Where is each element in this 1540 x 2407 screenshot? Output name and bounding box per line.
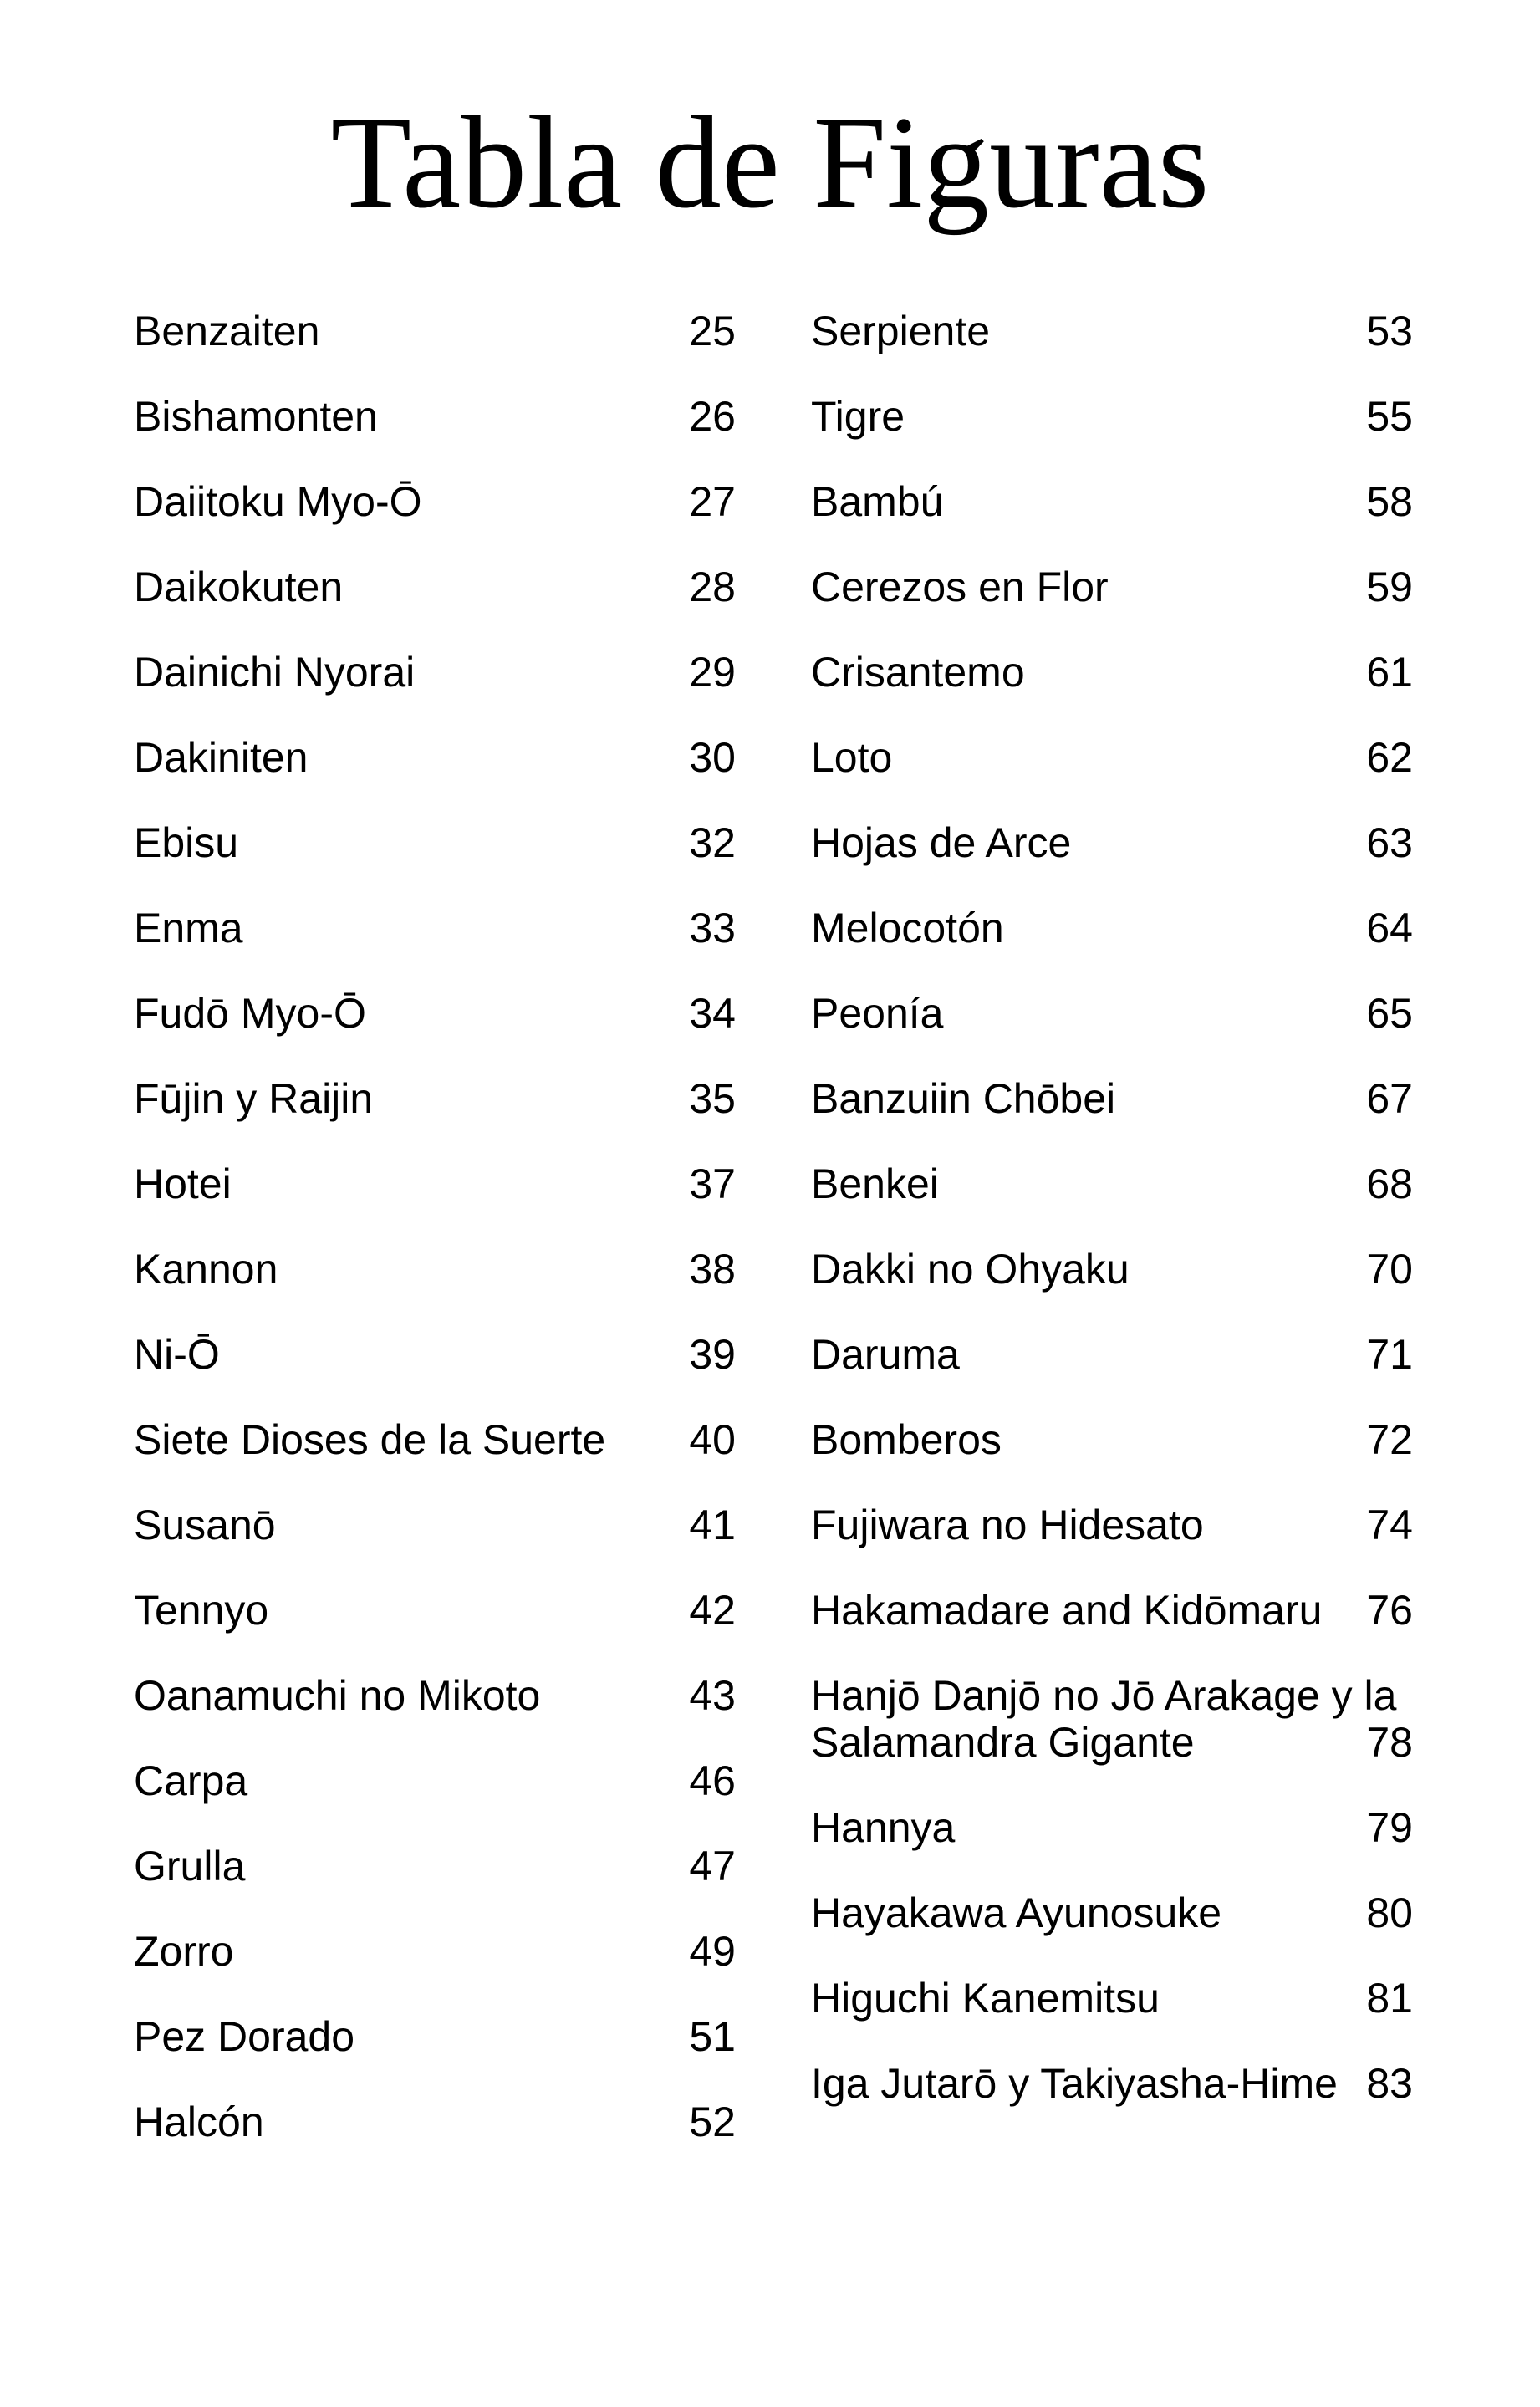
- toc-entry-label: Hojas de Arce: [811, 819, 1072, 866]
- page-title: Tabla de Figuras: [330, 89, 1210, 236]
- toc-entry: [811, 2060, 1413, 2107]
- toc-entry-label: Ebisu: [134, 819, 239, 866]
- toc-entry: [134, 734, 736, 781]
- toc-entry: [134, 1928, 736, 1975]
- toc-entry-page-number: 26: [689, 393, 736, 440]
- toc-entry-label: Ni-Ō: [134, 1331, 220, 1378]
- toc-entry: [134, 2098, 736, 2145]
- table-of-figures: [0, 308, 1540, 2184]
- toc-entry-page-number: 40: [689, 1416, 736, 1463]
- toc-entry-label: Tigre: [811, 393, 905, 440]
- toc-entry-label: Serpiente: [811, 308, 991, 354]
- toc-entry-label: Daruma: [811, 1331, 960, 1378]
- toc-entry: [811, 564, 1413, 610]
- toc-entry-label: Hakamadare and Kidōmaru: [811, 1587, 1323, 1634]
- toc-entry-page-number: 83: [1366, 2060, 1413, 2107]
- toc-entry-page-number: 35: [689, 1075, 736, 1122]
- toc-entry-page-number: 34: [689, 990, 736, 1037]
- toc-entry-page-number: 81: [1366, 1975, 1413, 2022]
- toc-entry: [811, 990, 1413, 1037]
- toc-entry: [811, 1331, 1413, 1378]
- toc-entry-label: Hayakawa Ayunosuke: [811, 1889, 1222, 1936]
- toc-entry-page-number: 67: [1366, 1075, 1413, 1122]
- toc-entry-page-number: 42: [689, 1587, 736, 1634]
- toc-entry-page-number: 37: [689, 1160, 736, 1207]
- toc-entry: [811, 734, 1413, 781]
- toc-entry-label: Pez Dorado: [134, 2013, 355, 2060]
- toc-entry-label: Grulla: [134, 1843, 246, 1889]
- toc-entry: [811, 649, 1413, 696]
- toc-column-left: [134, 308, 736, 2184]
- document-page: [0, 89, 1540, 2184]
- toc-entry: [134, 1416, 736, 1463]
- toc-entry-label: Benzaiten: [134, 308, 320, 354]
- toc-entry: [811, 819, 1413, 866]
- toc-entry-page-number: 43: [689, 1672, 736, 1719]
- toc-entry-page-number: 61: [1366, 649, 1413, 696]
- toc-entry-page-number: 79: [1366, 1804, 1413, 1851]
- toc-entry-label: Tennyo: [134, 1587, 269, 1634]
- toc-entry-label: Banzuiin Chōbei: [811, 1075, 1116, 1122]
- toc-entry-page-number: 28: [689, 564, 736, 610]
- toc-entry-label: Siete Dioses de la Suerte: [134, 1416, 606, 1463]
- toc-entry-label: Hotei: [134, 1160, 232, 1207]
- toc-entry-label: Bomberos: [811, 1416, 1002, 1463]
- toc-entry: [811, 1889, 1413, 1936]
- toc-entry-page-number: 68: [1366, 1160, 1413, 1207]
- toc-entry-label: Dakki no Ohyaku: [811, 1246, 1130, 1293]
- toc-entry: [134, 1843, 736, 1889]
- toc-entry-page-number: 76: [1366, 1587, 1413, 1634]
- toc-entry-label: Susanō: [134, 1502, 276, 1548]
- toc-entry-page-number: 47: [689, 1843, 736, 1889]
- toc-entry-page-number: 52: [689, 2098, 736, 2145]
- toc-entry-label: Benkei: [811, 1160, 939, 1207]
- toc-entry-page-number: 71: [1366, 1331, 1413, 1378]
- toc-entry-label: Zorro: [134, 1928, 234, 1975]
- toc-entry-label: Carpa: [134, 1757, 248, 1804]
- toc-entry-page-number: 51: [689, 2013, 736, 2060]
- toc-entry: [134, 905, 736, 951]
- toc-entry-page-number: 32: [689, 819, 736, 866]
- toc-entry: [811, 393, 1413, 440]
- toc-entry-page-number: 64: [1366, 905, 1413, 951]
- toc-entry-page-number: 25: [689, 308, 736, 354]
- toc-entry: [811, 1502, 1413, 1548]
- toc-entry-label: Kannon: [134, 1246, 278, 1293]
- toc-entry-page-number: 39: [689, 1331, 736, 1378]
- toc-entry: [134, 649, 736, 696]
- toc-entry: [134, 1160, 736, 1207]
- toc-entry-page-number: 30: [689, 734, 736, 781]
- toc-column-right: [811, 308, 1413, 2184]
- toc-entry-label: Crisantemo: [811, 649, 1025, 696]
- toc-entry-page-number: 58: [1366, 478, 1413, 525]
- toc-entry-label: Loto: [811, 734, 893, 781]
- toc-entry-label: Dainichi Nyorai: [134, 649, 416, 696]
- toc-entry: [134, 564, 736, 610]
- toc-entry-page-number: 38: [689, 1246, 736, 1293]
- toc-entry: [811, 1672, 1413, 1766]
- toc-entry-page-number: 41: [689, 1502, 736, 1548]
- toc-entry-label: Halcón: [134, 2098, 264, 2145]
- toc-entry: [134, 819, 736, 866]
- toc-entry-page-number: 72: [1366, 1416, 1413, 1463]
- toc-entry: [134, 1246, 736, 1293]
- toc-entry-page-number: 46: [689, 1757, 736, 1804]
- toc-entry-page-number: 33: [689, 905, 736, 951]
- toc-entry-page-number: 27: [689, 478, 736, 525]
- toc-entry: [134, 308, 736, 354]
- toc-entry-page-number: 74: [1366, 1502, 1413, 1548]
- toc-entry-page-number: 53: [1366, 308, 1413, 354]
- toc-entry: [134, 1075, 736, 1122]
- toc-entry-label: Fūjin y Raijin: [134, 1075, 374, 1122]
- toc-entry-label: Iga Jutarō y Takiyasha-Hime: [811, 2060, 1338, 2107]
- toc-entry-label: Melocotón: [811, 905, 1004, 951]
- toc-entry: [811, 1160, 1413, 1207]
- toc-entry: [811, 1804, 1413, 1851]
- toc-entry-label: Peonía: [811, 990, 944, 1037]
- toc-entry-label: Enma: [134, 905, 243, 951]
- toc-entry-label: Cerezos en Flor: [811, 564, 1109, 610]
- toc-entry-page-number: 65: [1366, 990, 1413, 1037]
- toc-entry-label: Fudō Myo-Ō: [134, 990, 366, 1037]
- toc-entry: [811, 1416, 1413, 1463]
- toc-entry-page-number: 59: [1366, 564, 1413, 610]
- toc-entry: [134, 990, 736, 1037]
- toc-entry-label: Hanjō Danjō no Jō Arakage y la Salamandra Gigante: [811, 1672, 1397, 1766]
- toc-entry: [134, 1672, 736, 1719]
- toc-entry: [811, 1246, 1413, 1293]
- toc-entry-label: Bambú: [811, 478, 944, 525]
- toc-entry-label: Bishamonten: [134, 393, 378, 440]
- toc-entry: [134, 478, 736, 525]
- toc-entry: [134, 1587, 736, 1634]
- toc-entry-page-number: 62: [1366, 734, 1413, 781]
- toc-entry: [811, 1975, 1413, 2022]
- toc-entry: [134, 1502, 736, 1548]
- toc-entry-label: Daikokuten: [134, 564, 344, 610]
- toc-entry: [811, 1587, 1413, 1634]
- toc-entry: [811, 1075, 1413, 1122]
- toc-entry: [134, 1757, 736, 1804]
- toc-entry-page-number: 80: [1366, 1889, 1413, 1936]
- toc-entry: [811, 905, 1413, 951]
- toc-entry: [134, 393, 736, 440]
- toc-entry-page-number: 63: [1366, 819, 1413, 866]
- toc-entry: [134, 2013, 736, 2060]
- toc-entry: [811, 308, 1413, 354]
- toc-entry-label: Daiitoku Myo-Ō: [134, 478, 422, 525]
- toc-entry-page-number: 78: [1366, 1719, 1413, 1766]
- toc-entry-label: Oanamuchi no Mikoto: [134, 1672, 541, 1719]
- toc-entry-page-number: 55: [1366, 393, 1413, 440]
- toc-entry-page-number: 49: [689, 1928, 736, 1975]
- toc-entry-label: Dakiniten: [134, 734, 309, 781]
- toc-entry-page-number: 70: [1366, 1246, 1413, 1293]
- toc-entry: [811, 478, 1413, 525]
- toc-entry-label: Higuchi Kanemitsu: [811, 1975, 1160, 2022]
- toc-entry-page-number: 29: [689, 649, 736, 696]
- toc-entry-label: Hannya: [811, 1804, 956, 1851]
- toc-entry-label: Fujiwara no Hidesato: [811, 1502, 1204, 1548]
- toc-entry: [134, 1331, 736, 1378]
